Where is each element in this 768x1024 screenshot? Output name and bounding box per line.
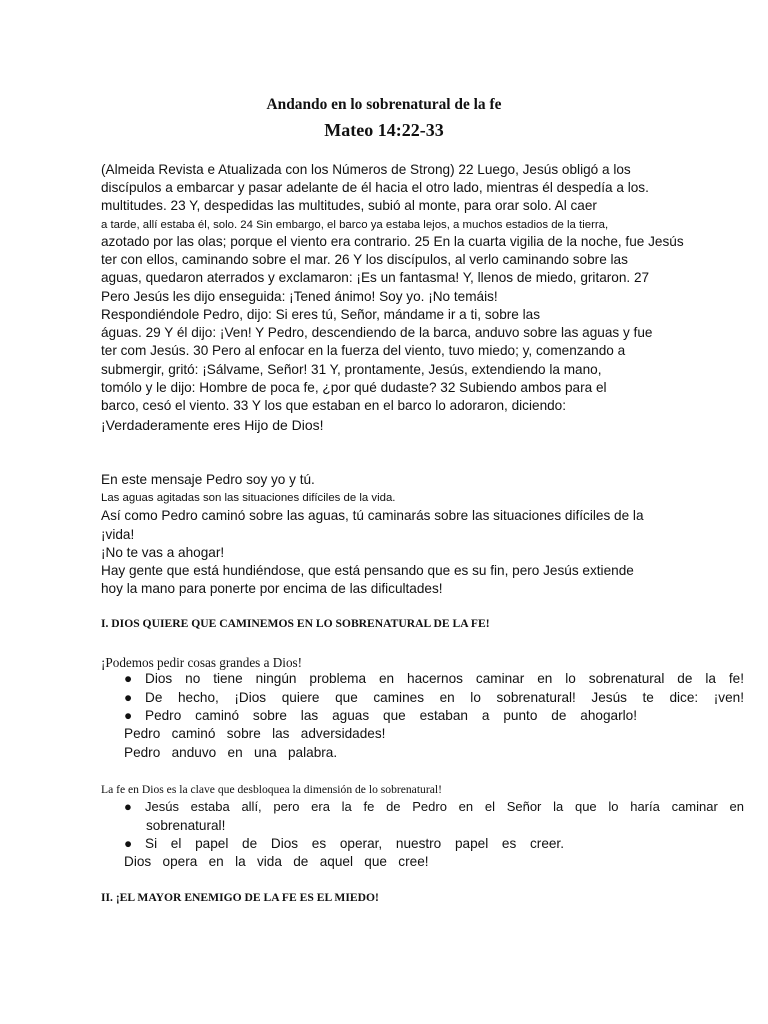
- scripture-line: ter con ellos, caminando sobre el mar. 26 Y los discípulos, al verlo caminando sobre las: [101, 252, 628, 267]
- scripture-line: Respondiéndole Pedro, dijo: Si eres tú, Señor, mándame ir a ti, sobre las: [101, 307, 541, 322]
- section-subheading: La fe en Dios es la clave que desbloquea la dimensión de lo sobrenatural!: [101, 783, 442, 796]
- intro-line: Las aguas agitadas son las situaciones difíciles de la vida.: [101, 492, 396, 504]
- scripture-line: a tarde, allí estaba él, solo. 24 Sin embargo, el barco ya estaba lejos, a muchos estadios de la tierra,: [101, 219, 609, 231]
- bullet-continuation: sobrenatural!: [146, 818, 226, 833]
- scripture-line: azotado por las olas; porque el viento era contrario. 25 En la cuarta vigilia de la noche, fue Jesús: [101, 234, 684, 249]
- bullet-text: Jesús estaba allí, pero era la fe de Pedro en el Señor la que lo haría caminar en: [145, 799, 744, 814]
- scripture-line: barco, cesó el viento. 33 Y los que estaban en el barco lo adoraron, diciendo:: [101, 398, 567, 413]
- scripture-line: Pero Jesús les dijo enseguida: ¡Tened ánimo! Soy yo. ¡No temáis!: [101, 289, 498, 304]
- scripture-line: tomólo y le dijo: Hombre de poca fe, ¿por qué dudaste? 32 Subiendo ambos para el: [101, 380, 607, 395]
- scripture-line: aguas, quedaron aterrados y exclamaron: ¡Es un fantasma! Y, llenos de miedo, gritaron. 27: [101, 270, 650, 285]
- section-heading: I. DIOS QUIERE QUE CAMINEMOS EN LO SOBRENATURAL DE LA FE!: [101, 617, 490, 630]
- bullet-continuation: Dios opera en la vida de aquel que cree!: [124, 854, 429, 869]
- intro-line: En este mensaje Pedro soy yo y tú.: [101, 472, 315, 487]
- bullet-text: Dios no tiene ningún problema en hacernos caminar en lo sobrenatural de la fe!: [145, 671, 744, 686]
- scripture-line: águas. 29 Y él dijo: ¡Ven! Y Pedro, descendiendo de la barca, anduvo sobre las aguas y fue: [101, 325, 653, 340]
- bullet-icon: ●: [124, 708, 133, 723]
- intro-line: hoy la mano para ponerte por encima de las dificultades!: [101, 581, 443, 596]
- document-title: Andando en lo sobrenatural de la fe: [266, 96, 502, 113]
- bullet-icon: ●: [124, 690, 133, 705]
- bullet-text: Si el papel de Dios es operar, nuestro papel es creer.: [145, 836, 564, 851]
- bullet-icon: ●: [124, 836, 133, 851]
- bullet-continuation: Pedro caminó sobre las adversidades!: [124, 726, 386, 741]
- document-subtitle: Mateo 14:22-33: [324, 120, 444, 140]
- bullet-icon: ●: [124, 799, 132, 814]
- bullet-text: De hecho, ¡Dios quiere que camines en lo sobrenatural! Jesús te dice: ¡ven!: [145, 690, 744, 705]
- scripture-line: submergir, gritó: ¡Sálvame, Señor! 31 Y, prontamente, Jesús, extendiendo la mano,: [101, 362, 602, 377]
- section-heading: II. ¡EL MAYOR ENEMIGO DE LA FE ES EL MIEDO!: [101, 891, 379, 904]
- intro-line: Así como Pedro caminó sobre las aguas, tú caminarás sobre las situaciones difíciles de la: [101, 508, 644, 523]
- scripture-line: (Almeida Revista e Atualizada con los Números de Strong) 22 Luego, Jesús obligó a los: [101, 162, 631, 177]
- scripture-line: multitudes. 23 Y, despedidas las multitudes, subió al monte, para orar solo. Al caer: [101, 198, 597, 213]
- scripture-line: ¡Verdaderamente eres Hijo de Dios!: [101, 417, 324, 433]
- intro-line: ¡vida!: [101, 527, 135, 542]
- intro-line: Hay gente que está hundiéndose, que está pensando que es su fin, pero Jesús extiende: [101, 563, 634, 578]
- scripture-line: ter com Jesús. 30 Pero al enfocar en la fuerza del viento, tuvo miedo; y, comenzando a: [101, 343, 626, 358]
- section-subheading: ¡Podemos pedir cosas grandes a Dios!: [101, 655, 303, 670]
- bullet-icon: ●: [124, 671, 133, 686]
- bullet-text: Pedro caminó sobre las aguas que estaban a punto de ahogarlo!: [145, 708, 637, 723]
- bullet-continuation: Pedro anduvo en una palabra.: [124, 745, 338, 760]
- intro-line: ¡No te vas a ahogar!: [101, 545, 225, 560]
- scripture-line: discípulos a embarcar y pasar adelante de él hacia el otro lado, mientras él despedía a los.: [101, 180, 649, 195]
